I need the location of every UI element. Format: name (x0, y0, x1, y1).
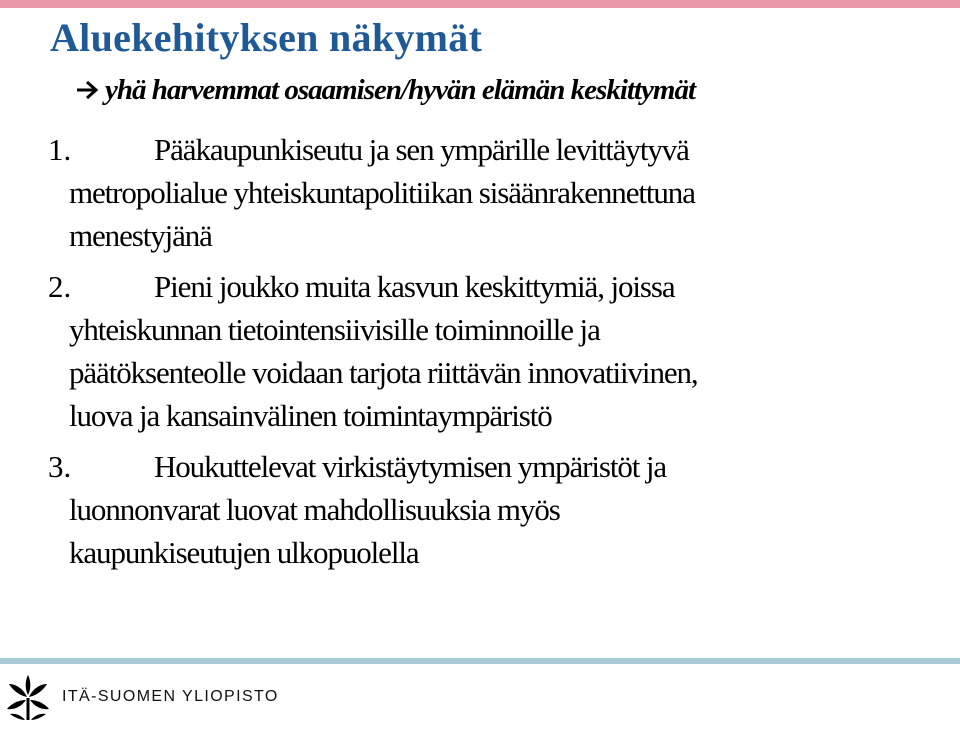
list-item-line: Houkuttelevat virkistäytymisen ympäristöt ja (154, 449, 667, 484)
list-item-line: kaupunkiseutujen ulkopuolella (69, 535, 419, 570)
list-item-2 (48, 265, 908, 437)
bottom-accent-stripe (0, 658, 960, 664)
list-item-line: luonnonvarat luovat mahdollisuuksia myös (69, 492, 560, 527)
university-logo-text: ITÄ-SUOMEN YLIOPISTO (62, 688, 279, 705)
list-item-1 (48, 128, 908, 257)
list-item-3 (48, 445, 908, 574)
list-item-number: 3. (48, 449, 72, 484)
list-item-line: metropolialue yhteiskuntapolitiikan sisäänrakennettuna (69, 175, 695, 210)
list-item-line: päätöksenteolle voidaan tarjota riittävän innovatiivinen, (69, 355, 698, 390)
list-item-line: menestyjänä (69, 218, 212, 253)
arrow-right-icon (75, 78, 101, 102)
slide-title: Aluekehityksen näkymät (50, 15, 483, 60)
list-item-line: Pieni joukko muita kasvun keskittymiä, joissa (154, 269, 675, 304)
slide-subtitle (75, 74, 695, 107)
list-item-line: yhteiskunnan tietointensiivisille toiminnoille ja (69, 312, 600, 347)
footer (6, 672, 279, 722)
top-accent-stripe (0, 0, 960, 8)
list-item-line: luova ja kansainvälinen toimintaympäristö (69, 398, 552, 433)
list-item-number: 2. (48, 269, 72, 304)
numbered-list (48, 128, 908, 582)
list-item-line: Pääkaupunkiseutu ja sen ympärille levittäytyvä (154, 132, 689, 167)
list-item-number: 1. (48, 132, 72, 167)
university-logo-icon (6, 673, 50, 721)
subtitle-text: yhä harvemmat osaamisen/hyvän elämän keskittymät (105, 74, 695, 106)
